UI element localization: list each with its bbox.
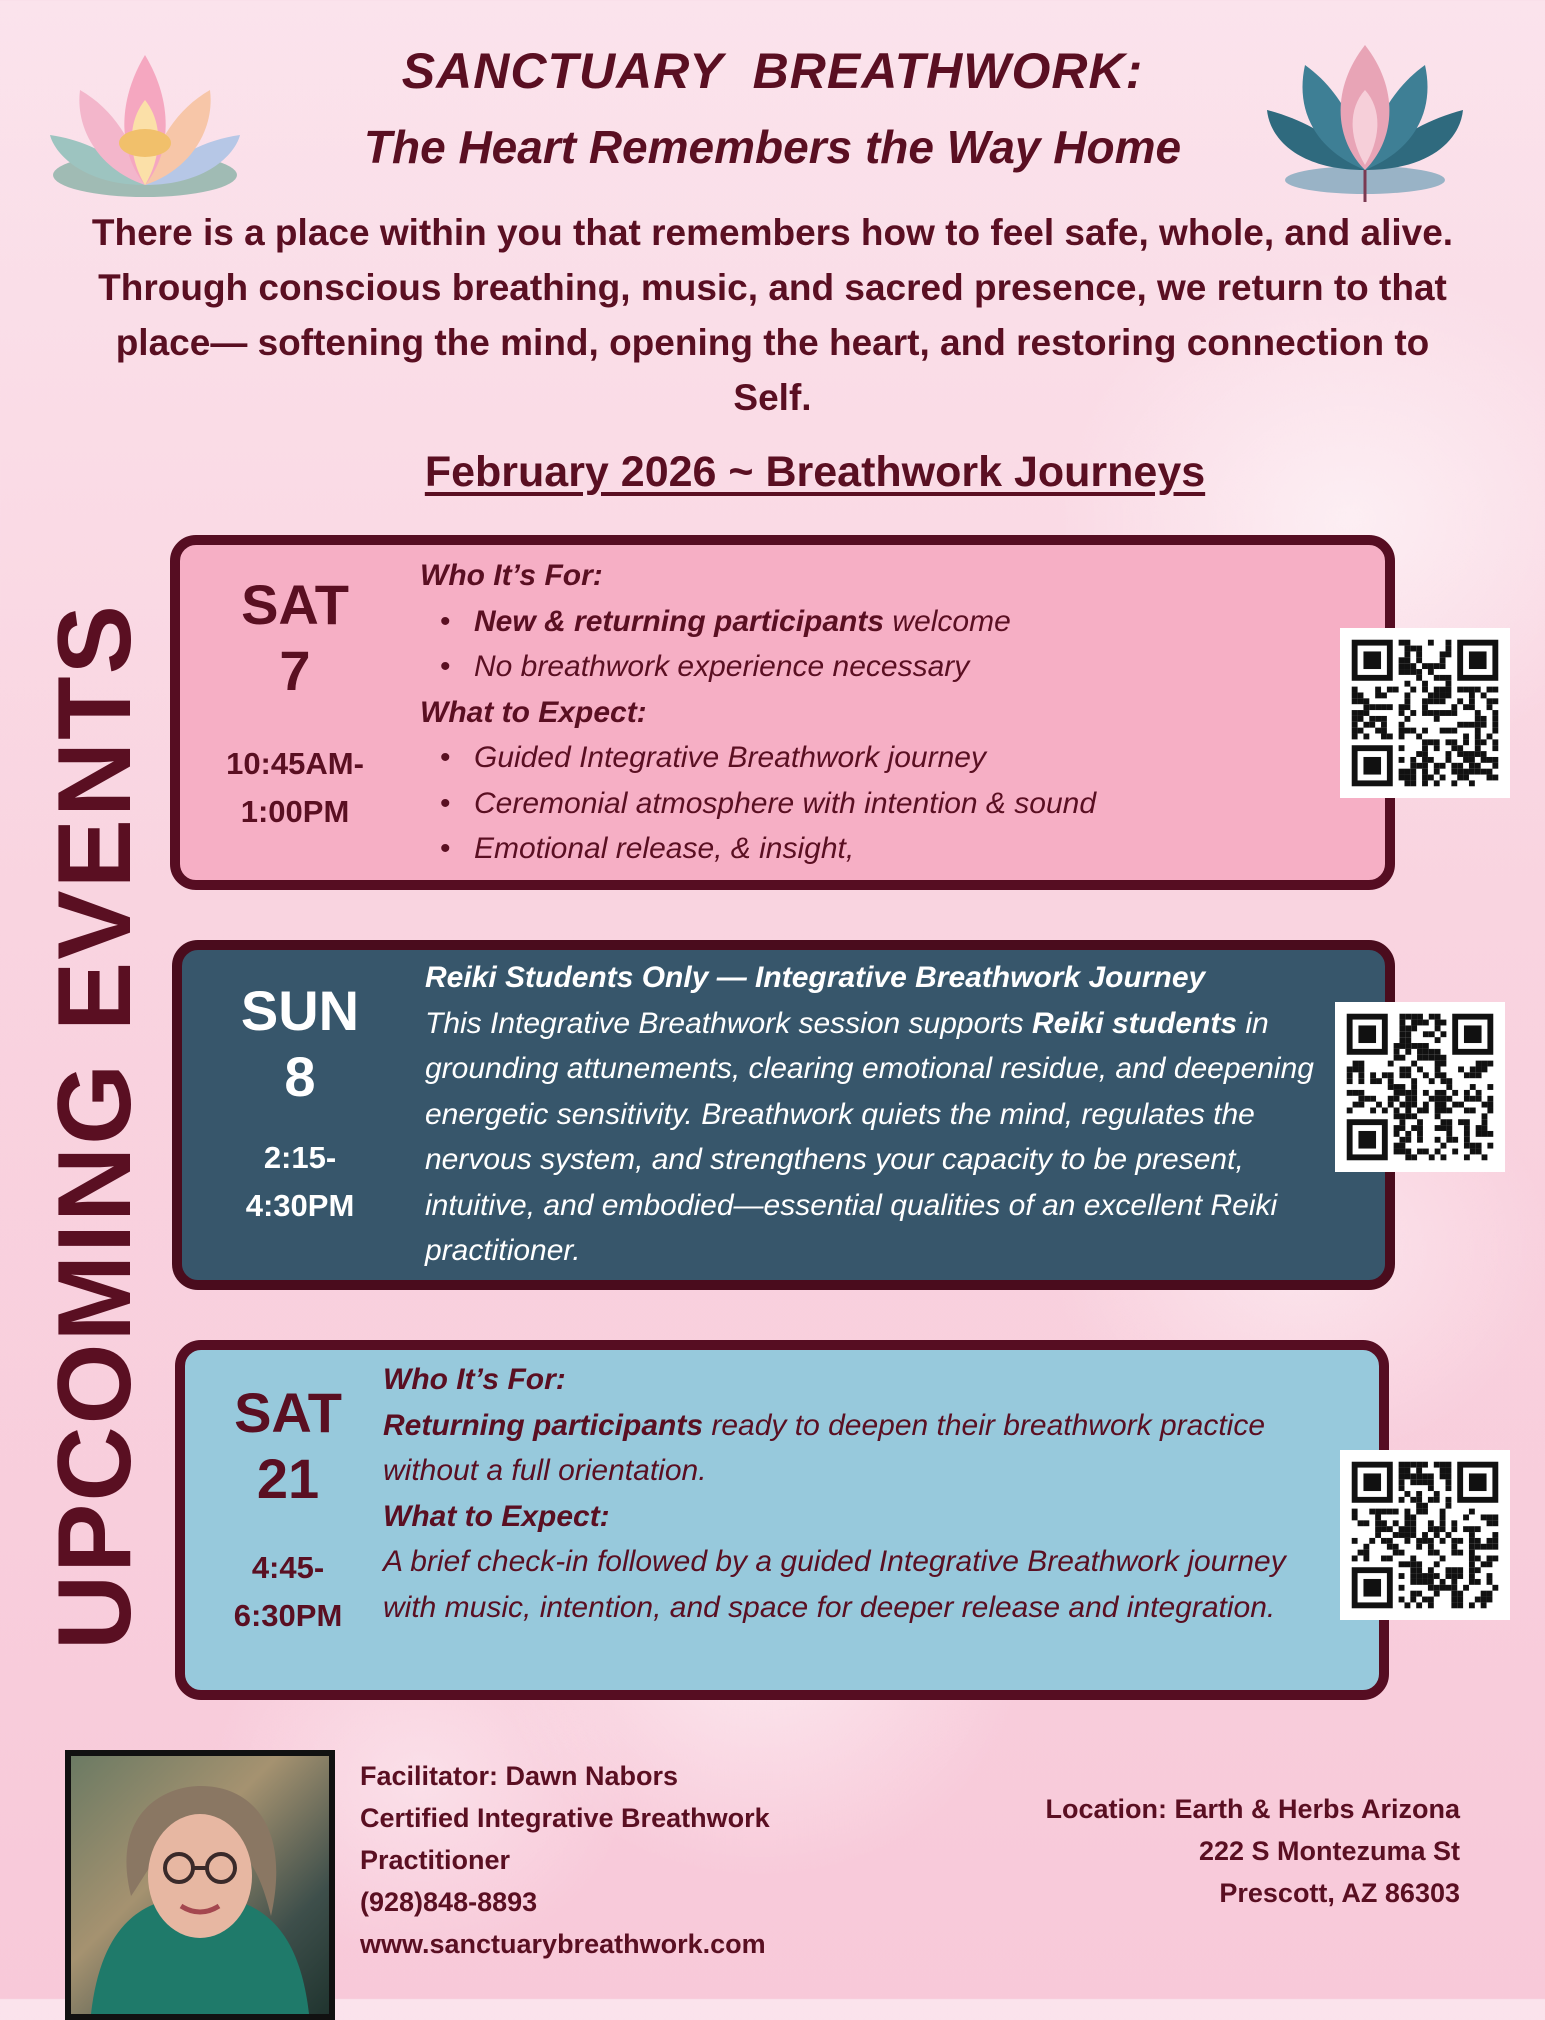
event-date-feb-8 <box>195 978 405 1230</box>
event-details-feb-8 <box>425 955 1315 1274</box>
phone-number[interactable]: (928)848-8893 <box>360 1887 538 1917</box>
event-date-feb-21 <box>183 1380 393 1640</box>
event-details-feb-21 <box>383 1357 1343 1630</box>
location-city: Prescott, AZ 86303 <box>1219 1878 1460 1908</box>
event-time-start: 2:15- <box>263 1140 337 1175</box>
who-heading: Who It’s For: <box>383 1363 566 1396</box>
event-date: 7 <box>279 639 311 702</box>
upcoming-events-banner: UPCOMING EVENTS <box>37 603 153 1650</box>
facilitator-credential: Certified Integrative Breathwork <box>360 1803 770 1833</box>
month-heading: February 2026 ~ Breathwork Journeys <box>424 448 1206 496</box>
event-date: 21 <box>256 1447 320 1510</box>
event-day: SUN <box>240 979 360 1042</box>
page-subtitle: The Heart Remembers the Way Home <box>363 121 1182 173</box>
lotus-on-water-icon <box>1265 30 1465 205</box>
event-time-end: 4:30PM <box>245 1188 355 1223</box>
who-description: Returning participants ready to deepen their breathwork practice without a full orientation. <box>383 1408 1266 1487</box>
list-item: • Emotional release, & insight, <box>474 826 1340 872</box>
event-time-start: 4:45- <box>251 1550 325 1585</box>
facilitator-name: Facilitator: Dawn Nabors <box>360 1761 679 1791</box>
facilitator-credential-cont: Practitioner <box>360 1845 511 1875</box>
event-date: 8 <box>284 1045 316 1108</box>
event-time-end: 1:00PM <box>240 794 350 829</box>
list-item: • No breathwork experience necessary <box>474 644 1340 690</box>
location-info <box>940 1788 1460 1914</box>
event-day: SAT <box>241 573 349 636</box>
event-date-feb-7 <box>190 572 400 836</box>
expect-heading: What to Expect: <box>420 695 647 729</box>
intro-paragraph: There is a place within you that remembers how to feel safe, whole, and alive. Through conscious breathing, music, and sacred presence, we return to that place— softening the mind, opening the heart, and restoring connection to Self. <box>91 212 1454 418</box>
location-street: 222 S Montezuma St <box>1198 1836 1460 1866</box>
event-description: This Integrative Breathwork session supports Reiki students in grounding attunements, clearing emotional residue, and deepening energetic sensitivity. Breathwork quiets the mind, regulates the nervous system, and strengthens your capacity to be present, intuitive, and embodied—essential qualities of an excellent Reiki practitioner. <box>425 1006 1314 1267</box>
website-link[interactable]: www.sanctuarybreathwork.com <box>360 1929 766 1959</box>
list-item: • New & returning participants welcome <box>474 599 1340 645</box>
facilitator-info <box>360 1755 880 1965</box>
expect-heading: What to Expect: <box>383 1499 610 1533</box>
event-time-end: 6:30PM <box>233 1598 343 1633</box>
list-item: • Ceremonial atmosphere with intention & sound <box>474 781 1340 827</box>
expect-description: A brief check-in followed by a guided Integrative Breathwork journey with music, intention, and space for deeper release and integration. <box>383 1545 1286 1624</box>
who-heading: Who It’s For: <box>420 559 603 592</box>
page-title: SANCTUARY BREATHWORK: <box>401 43 1144 99</box>
event-time-start: 10:45AM- <box>226 746 364 781</box>
qr-code-icon[interactable] <box>1340 628 1510 798</box>
qr-code-icon[interactable] <box>1335 1002 1505 1172</box>
facilitator-photo <box>65 1750 335 2020</box>
qr-code-icon[interactable] <box>1340 1450 1510 1620</box>
event-details-feb-7 <box>420 553 1340 872</box>
expect-list <box>420 735 1340 872</box>
list-item: • Guided Integrative Breathwork journey <box>474 735 1340 781</box>
event-heading: Reiki Students Only — Integrative Breathwork Journey <box>425 961 1206 994</box>
who-list <box>420 599 1340 690</box>
portrait-image <box>71 1756 329 2014</box>
lotus-flower-icon <box>45 35 245 210</box>
location-label: Location: Earth & Herbs Arizona <box>1045 1794 1460 1824</box>
event-day: SAT <box>234 1381 342 1444</box>
